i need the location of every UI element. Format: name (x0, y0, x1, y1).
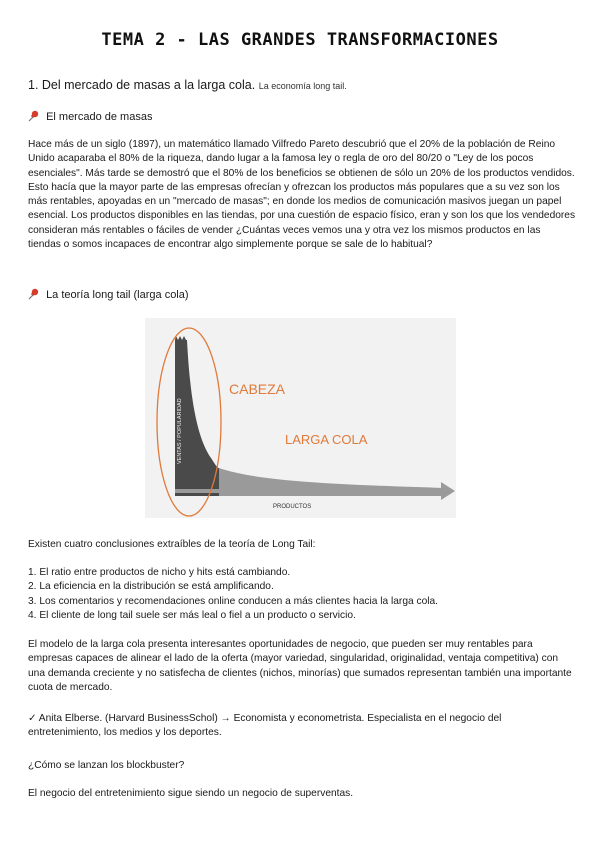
paragraph-pareto: Hace más de un siglo (1897), un matemático llamado Vilfredo Pareto descubrió que el 20% de la población de Reino Unido acaparaba el 80% de la riqueza, dando lugar a la famosa ley o regla de oro del 80/20 o "Ley de los pocos esenciales". Más tarde se demostró que el 80% de los beneficios se obtienen de sólo un 20% de los productos vendidos. Esto hacía que la mayor parte de las empresas ofrecían y ofrezcan los productos más populares que a su vez son los más rentables, apoyadas en un "mercado de masas"; en donde los medios de comunicación masivos juegan un papel esencial. Los productos disponibles en las tiendas, por una cuestión de espacio físico, eran y son los que los vendedores consideran más rentables o fáciles de vender ¿Cuántas veces vemos una y otra vez los mismos productos en las tiendas o somos incapaces de encontrar algo simplemente porque se sale de lo habitual? (28, 139, 576, 251)
section-heading (28, 78, 347, 92)
paragraph-business-model: El modelo de la larga cola presenta interesantes oportunidades de negocio, que pueden ser muy rentables para empresas capaces de alinear el lado de la oferta (mayor variedad, singularidad, originalidad, ventaja competitiva) con una demanda creciente y no satisfecha de clientes (nichos, minorías) que sumados representan también una importante cuota de mercado. (28, 639, 572, 693)
pushpin-icon (28, 110, 40, 122)
subsection-long-tail-title: La teoría long tail (larga cola) (46, 289, 189, 301)
conclusions-list (28, 566, 576, 623)
paragraph-blockbuster-question: ¿Cómo se lanzan los blockbuster? (28, 760, 185, 771)
section-subheading: La economía long tail. (258, 81, 347, 91)
list-item: 1. El ratio entre productos de nicho y hits está cambiando. (28, 567, 291, 578)
subsection-mass-market (28, 110, 152, 123)
head-label: CABEZA (229, 381, 286, 397)
section-heading-text: 1. Del mercado de masas a la larga cola. (28, 78, 256, 92)
subsection-mass-market-title: El mercado de masas (46, 111, 153, 123)
x-axis-label: PRODUCTOS (273, 504, 312, 510)
list-item: 4. El cliente de long tail suele ser más leal o fiel a un producto o servicio. (28, 609, 356, 621)
pushpin-icon (28, 288, 40, 300)
list-item: 2. La eficiencia en la distribución se está amplificando. (28, 581, 274, 593)
subsection-long-tail (28, 288, 189, 301)
long-tail-figure (145, 318, 456, 518)
paragraph-entertainment: El negocio del entretenimiento sigue siendo un negocio de superventas. (28, 788, 354, 799)
document-title: TEMA 2 - LAS GRANDES TRANSFORMACIONES (101, 30, 499, 50)
y-axis-label: VENTAS / POPULARIDAD (177, 398, 183, 464)
paragraph-conclusions-intro: Existen cuatro conclusiones extraíbles de la teoría de Long Tail: (28, 539, 316, 550)
list-item: 3. Los comentarios y recomendaciones online conducen a más clientes hacia la larga cola. (28, 595, 438, 607)
paragraph-elberse: ✓ Anita Elberse. (Harvard BusinessSchol) → Economista y econometrista. Especialista en el negocio del entretenimiento, los medios y los deportes. (28, 713, 502, 739)
tail-label: LARGA COLA (285, 432, 368, 447)
